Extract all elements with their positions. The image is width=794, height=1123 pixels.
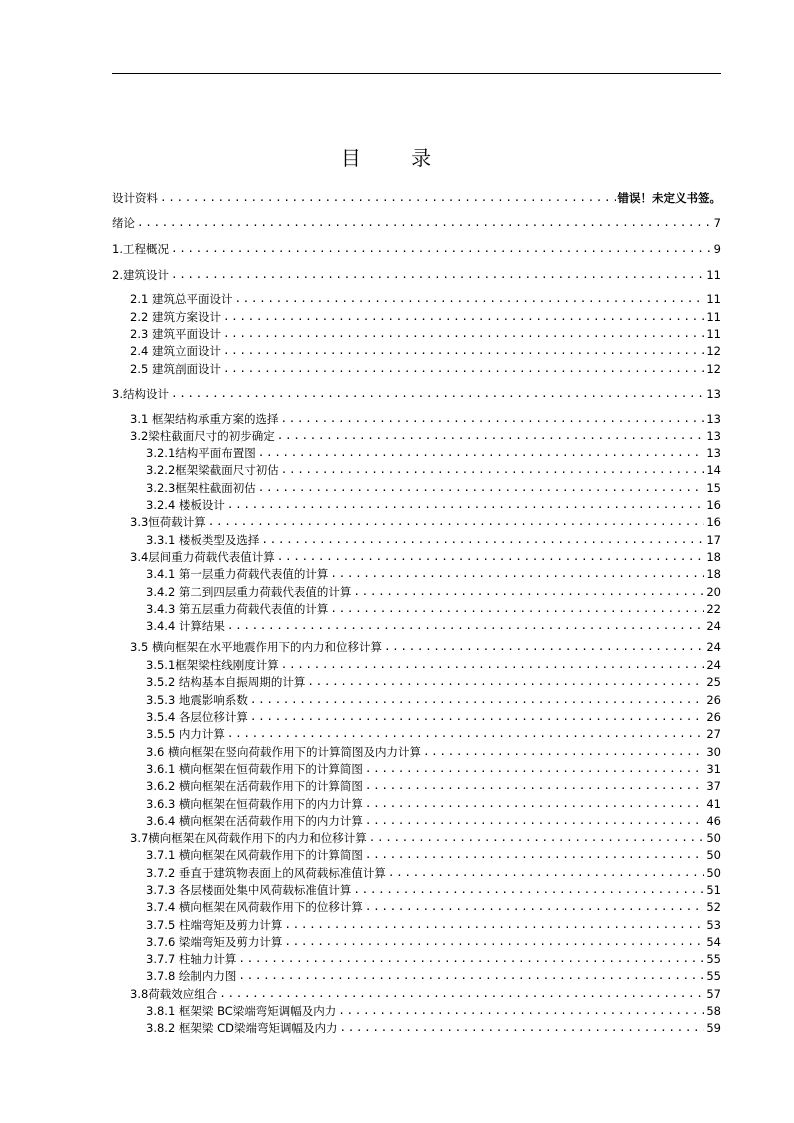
toc-entry[interactable] bbox=[146, 968, 721, 984]
leader-dots bbox=[171, 241, 712, 257]
leader-dots bbox=[227, 618, 704, 634]
leader-dots bbox=[330, 566, 704, 582]
leader-dots bbox=[365, 899, 704, 915]
toc-entry[interactable] bbox=[130, 361, 721, 377]
toc-entry-label: 3.2.1结构平面布置图 bbox=[146, 446, 256, 460]
toc-entry-label: 3.5.3 地震影响系数 bbox=[146, 693, 248, 707]
toc-entry-label: 3.8.2 框架梁 CD梁端弯矩调幅及内力 bbox=[146, 1021, 338, 1035]
toc-entry-label: 2.5 建筑剖面设计 bbox=[130, 362, 221, 376]
page-title: 目 录 bbox=[340, 146, 454, 170]
toc-entry-label: 3.7.4 横向框架在风荷载作用下的位移计算 bbox=[146, 900, 363, 914]
toc-entry-page: 17 bbox=[706, 533, 721, 547]
toc-entry-label: 3.7.2 垂直于建筑物表面上的风荷载标准值计算 bbox=[146, 866, 386, 880]
toc-entry[interactable] bbox=[146, 618, 721, 634]
toc-entry[interactable] bbox=[130, 549, 721, 565]
toc-entry-page: 14 bbox=[706, 463, 721, 477]
toc-entry-label: 3.7横向框架在风荷载作用下的内力和位移计算 bbox=[130, 831, 367, 845]
leader-dots bbox=[137, 215, 712, 231]
toc-entry[interactable] bbox=[146, 847, 721, 863]
leader-dots bbox=[280, 411, 704, 427]
toc-entry-label: 1.工程概况 bbox=[112, 242, 169, 256]
toc-entry-page: 31 bbox=[706, 762, 721, 776]
toc-entry[interactable] bbox=[146, 601, 721, 617]
toc-entry-label: 3.6 横向框架在竖向荷载作用下的计算简图及内力计算 bbox=[146, 745, 421, 759]
leader-dots bbox=[281, 657, 705, 673]
toc-entry-page: 24 bbox=[706, 658, 721, 672]
toc-entry[interactable] bbox=[146, 934, 721, 950]
toc-entry[interactable] bbox=[146, 657, 721, 673]
toc-entry-page: 55 bbox=[706, 952, 721, 966]
toc-entry-page: 13 bbox=[706, 412, 721, 426]
toc-entry-page: 41 bbox=[706, 797, 721, 811]
toc-entry[interactable] bbox=[146, 445, 721, 461]
leader-dots bbox=[384, 639, 704, 655]
leader-dots bbox=[330, 601, 704, 617]
toc-entry-label: 3.3.1 楼板类型及选择 bbox=[146, 533, 260, 547]
toc-entry-page: 20 bbox=[706, 585, 721, 599]
toc-entry-page: 16 bbox=[706, 498, 721, 512]
toc-entry[interactable] bbox=[112, 241, 721, 257]
toc-entry-label: 绪论 bbox=[112, 216, 135, 230]
toc-entry[interactable] bbox=[146, 1020, 721, 1036]
toc-entry-page: 11 bbox=[706, 268, 721, 282]
toc-entry[interactable] bbox=[146, 899, 721, 915]
leader-dots bbox=[227, 497, 704, 513]
toc-entry-label: 3.4.2 第二到四层重力荷载代表值的计算 bbox=[146, 585, 352, 599]
leader-dots bbox=[234, 291, 704, 307]
leader-dots bbox=[281, 462, 705, 478]
toc-entry-label: 3.8荷载效应组合 bbox=[130, 987, 218, 1001]
toc-entry-page: 52 bbox=[706, 900, 721, 914]
toc-entry-page: 11 bbox=[706, 310, 721, 324]
toc-entry-label: 3.7.3 各层楼面处集中风荷载标准值计算 bbox=[146, 883, 352, 897]
toc-entry-page: 11 bbox=[706, 292, 721, 306]
leader-dots bbox=[261, 532, 704, 548]
toc-entry[interactable] bbox=[130, 514, 721, 530]
toc-entry[interactable] bbox=[146, 480, 721, 496]
toc-entry-label: 3.7.1 横向框架在风荷载作用下的计算简图 bbox=[146, 848, 363, 862]
toc-entry-label: 3.1 框架结构承重方案的选择 bbox=[130, 412, 279, 426]
leader-dots bbox=[353, 882, 704, 898]
leader-dots bbox=[423, 744, 704, 760]
leader-dots bbox=[277, 428, 705, 444]
toc-entry-page: 24 bbox=[706, 640, 721, 654]
toc-entry-page: 50 bbox=[706, 848, 721, 862]
toc-entry[interactable] bbox=[146, 532, 721, 548]
leader-dots bbox=[227, 726, 704, 742]
toc-entry-page: 18 bbox=[706, 567, 721, 581]
leader-dots bbox=[171, 386, 704, 402]
toc-entry[interactable] bbox=[112, 386, 721, 402]
toc-entry-label: 3.5.1框架梁柱线刚度计算 bbox=[146, 658, 279, 672]
toc-entry[interactable] bbox=[146, 566, 721, 582]
leader-dots bbox=[284, 934, 704, 950]
toc-entry[interactable] bbox=[146, 813, 721, 829]
toc-entry[interactable] bbox=[146, 497, 721, 513]
leader-dots bbox=[339, 1020, 704, 1036]
toc-entry-page: 15 bbox=[706, 481, 721, 495]
toc-entry-label: 3.结构设计 bbox=[112, 387, 169, 401]
toc-entry-page: 16 bbox=[706, 515, 721, 529]
leader-dots bbox=[307, 674, 704, 690]
toc-entry-page: 错误！未定义书签。 bbox=[617, 191, 721, 205]
leader-dots bbox=[223, 361, 704, 377]
toc-entry-label: 3.2.3框架柱截面初估 bbox=[146, 481, 256, 495]
header-rule bbox=[112, 73, 721, 74]
toc-entry[interactable] bbox=[146, 882, 721, 898]
toc-entry-page: 7 bbox=[713, 216, 721, 230]
toc-entry-label: 2.2 建筑方案设计 bbox=[130, 310, 221, 324]
toc-entry[interactable] bbox=[130, 428, 721, 444]
toc-entry-page: 54 bbox=[706, 935, 721, 949]
toc-entry[interactable] bbox=[146, 917, 721, 933]
leader-dots bbox=[277, 549, 705, 565]
toc-entry-page: 53 bbox=[706, 918, 721, 932]
toc-entry-label: 3.8.1 框架梁 BC梁端弯矩调幅及内力 bbox=[146, 1004, 337, 1018]
leader-dots bbox=[284, 917, 704, 933]
toc-entry[interactable] bbox=[146, 462, 721, 478]
leader-dots bbox=[238, 951, 704, 967]
leader-dots bbox=[223, 309, 704, 325]
toc-entry[interactable] bbox=[146, 1003, 721, 1019]
toc-entry-label: 2.1 建筑总平面设计 bbox=[130, 292, 233, 306]
toc-entry[interactable] bbox=[146, 674, 721, 690]
leader-dots bbox=[365, 778, 704, 794]
toc-entry[interactable] bbox=[146, 744, 721, 760]
toc-entry-page: 55 bbox=[706, 969, 721, 983]
toc-entry[interactable] bbox=[130, 411, 721, 427]
toc-entry-page: 37 bbox=[706, 779, 721, 793]
toc-entry[interactable] bbox=[146, 726, 721, 742]
toc-entry-label: 3.6.1 横向框架在恒荷载作用下的计算简图 bbox=[146, 762, 363, 776]
toc-entry-label: 3.4层间重力荷载代表值计算 bbox=[130, 550, 275, 564]
toc-entry-label: 3.2.4 楼板设计 bbox=[146, 498, 225, 512]
toc-entry[interactable] bbox=[146, 584, 721, 600]
leader-dots bbox=[365, 813, 704, 829]
toc-entry[interactable] bbox=[130, 639, 721, 655]
leader-dots bbox=[365, 847, 704, 863]
toc-entry[interactable] bbox=[146, 692, 721, 708]
toc-entry-label: 3.7.8 绘制内力图 bbox=[146, 969, 237, 983]
leader-dots bbox=[258, 445, 705, 461]
toc-entry-label: 3.6.3 横向框架在恒荷载作用下的内力计算 bbox=[146, 797, 363, 811]
toc-entry[interactable] bbox=[112, 267, 721, 283]
toc-entry-label: 3.7.6 梁端弯矩及剪力计算 bbox=[146, 935, 283, 949]
toc-entry-label: 2.建筑设计 bbox=[112, 268, 169, 282]
leader-dots bbox=[171, 267, 704, 283]
toc-entry-label: 3.6.4 横向框架在活荷载作用下的内力计算 bbox=[146, 814, 363, 828]
leader-dots bbox=[219, 986, 704, 1002]
toc-entry-page: 58 bbox=[706, 1004, 721, 1018]
toc-entry-page: 13 bbox=[706, 387, 721, 401]
toc-entry-page: 24 bbox=[706, 619, 721, 633]
toc-entry[interactable] bbox=[146, 796, 721, 812]
toc-entry[interactable] bbox=[146, 709, 721, 725]
leader-dots bbox=[365, 796, 704, 812]
leader-dots bbox=[238, 968, 704, 984]
toc-entry-page: 26 bbox=[706, 693, 721, 707]
toc-entry[interactable] bbox=[130, 291, 721, 307]
toc-entry-page: 12 bbox=[706, 344, 721, 358]
leader-dots bbox=[338, 1003, 704, 1019]
toc-entry-page: 46 bbox=[706, 814, 721, 828]
toc-entry-label: 2.4 建筑立面设计 bbox=[130, 344, 221, 358]
leader-dots bbox=[223, 326, 704, 342]
toc-entry-label: 3.4.4 计算结果 bbox=[146, 619, 225, 633]
toc-entry[interactable] bbox=[130, 326, 721, 342]
toc-entry-page: 13 bbox=[706, 446, 721, 460]
toc-entry-page: 11 bbox=[706, 327, 721, 341]
toc-entry-label: 3.4.1 第一层重力荷载代表值的计算 bbox=[146, 567, 329, 581]
toc-entry[interactable] bbox=[130, 986, 721, 1002]
toc-entry-page: 51 bbox=[706, 883, 721, 897]
toc-entry[interactable] bbox=[146, 865, 721, 881]
leader-dots bbox=[388, 865, 704, 881]
leader-dots bbox=[250, 692, 704, 708]
toc-entry[interactable] bbox=[146, 951, 721, 967]
toc-entry-label: 2.3 建筑平面设计 bbox=[130, 327, 221, 341]
toc-entry-page: 50 bbox=[706, 831, 721, 845]
leader-dots bbox=[353, 584, 704, 600]
toc-entry[interactable] bbox=[130, 309, 721, 325]
toc-entry-label: 3.4.3 第五层重力荷载代表值的计算 bbox=[146, 602, 329, 616]
toc-entry-page: 12 bbox=[706, 362, 721, 376]
toc-entry-label: 3.7.7 柱轴力计算 bbox=[146, 952, 237, 966]
toc-entry[interactable] bbox=[130, 830, 721, 846]
leader-dots bbox=[208, 514, 705, 530]
leader-dots bbox=[365, 761, 704, 777]
toc-entry-label: 3.6.2 横向框架在活荷载作用下的计算简图 bbox=[146, 779, 363, 793]
toc-entry[interactable] bbox=[146, 761, 721, 777]
toc-entry-label: 3.7.5 柱端弯矩及剪力计算 bbox=[146, 918, 283, 932]
toc-entry-label: 3.5 横向框架在水平地震作用下的内力和位移计算 bbox=[130, 640, 382, 654]
toc-entry-label: 3.5.4 各层位移计算 bbox=[146, 710, 248, 724]
toc-entry-page: 13 bbox=[706, 429, 721, 443]
toc-entry-label: 3.2.2框架梁截面尺寸初估 bbox=[146, 463, 279, 477]
toc-entry-page: 27 bbox=[706, 727, 721, 741]
leader-dots bbox=[258, 480, 705, 496]
toc-entry-page: 26 bbox=[706, 710, 721, 724]
toc-entry[interactable] bbox=[112, 215, 721, 231]
toc-entry-label: 3.5.2 结构基本自振周期的计算 bbox=[146, 675, 306, 689]
toc-entry-page: 25 bbox=[706, 675, 721, 689]
leader-dots bbox=[160, 190, 616, 206]
toc-entry-label: 设计资料 bbox=[112, 191, 158, 205]
toc-entry[interactable] bbox=[112, 190, 721, 206]
leader-dots bbox=[250, 709, 704, 725]
toc-entry[interactable] bbox=[130, 343, 721, 359]
toc-entry-page: 57 bbox=[706, 987, 721, 1001]
toc-entry-label: 3.3恒荷载计算 bbox=[130, 515, 206, 529]
toc-entry-label: 3.2梁柱截面尺寸的初步确定 bbox=[130, 429, 275, 443]
toc-entry-page: 30 bbox=[706, 745, 721, 759]
toc-entry-page: 50 bbox=[706, 866, 721, 880]
toc-entry-page: 9 bbox=[713, 242, 721, 256]
toc-entry-page: 22 bbox=[706, 602, 721, 616]
leader-dots bbox=[369, 830, 705, 846]
toc-entry-page: 18 bbox=[706, 550, 721, 564]
leader-dots bbox=[223, 343, 704, 359]
toc-entry-page: 59 bbox=[706, 1021, 721, 1035]
toc-entry[interactable] bbox=[146, 778, 721, 794]
toc-entry-label: 3.5.5 内力计算 bbox=[146, 727, 225, 741]
